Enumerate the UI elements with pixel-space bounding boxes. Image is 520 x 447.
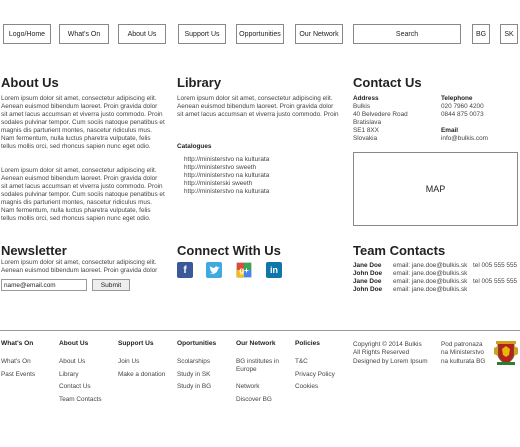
footer-link[interactable]: Study in SK — [177, 371, 211, 378]
catalogues-title: Catalogues — [177, 143, 212, 150]
newsletter-submit-button[interactable]: Submit — [92, 279, 130, 291]
lang-bg-button[interactable]: BG — [472, 24, 490, 44]
footer-link[interactable]: Join Us — [118, 358, 140, 365]
team-title: Team Contacts — [353, 243, 446, 258]
footer-col-title: About Us — [59, 340, 89, 347]
newsletter-email-input[interactable] — [1, 279, 87, 291]
team-row — [353, 270, 473, 277]
catalogue-link[interactable]: http://ministerstvo na kulturata — [184, 172, 270, 179]
address-label: Address — [353, 95, 379, 102]
footer-col-title: Policies — [295, 340, 320, 347]
footer-link[interactable]: Study in BG — [177, 383, 212, 390]
copyright-line: All Rights Reserved — [353, 349, 410, 356]
team-member-name: John Doe — [353, 270, 383, 277]
footer-col-title: Our Network — [236, 340, 276, 347]
footer-link[interactable]: Library — [59, 371, 79, 378]
address-line: SE1 8XX — [353, 127, 379, 134]
telephone-label: Telephone — [441, 95, 473, 102]
catalogue-link[interactable]: http://ministerstvo na kulturata — [184, 188, 270, 195]
team-member-name: John Doe — [353, 286, 383, 293]
footer-link[interactable]: T&C — [295, 358, 308, 365]
team-member-tel: tel 005 555 555 — [473, 278, 518, 285]
address-line: Bratislava — [353, 119, 382, 126]
footer-link[interactable]: What's On — [1, 358, 31, 365]
email-label: Email — [441, 127, 459, 134]
team-member-email[interactable]: email: jane.doe@bulkis.sk — [393, 286, 468, 293]
footer-link[interactable]: BG institutes in Europe — [236, 358, 279, 373]
nav-about-us[interactable]: About Us — [118, 24, 166, 44]
svg-text:g+: g+ — [239, 266, 249, 275]
footer-link[interactable]: About Us — [59, 358, 86, 365]
footer-link[interactable]: Discover BG — [236, 396, 272, 403]
team-member-email[interactable]: email: jane.doe@bulkis.sk — [393, 270, 468, 277]
copyright-line: Copyright © 2014 Bulkis — [353, 341, 422, 348]
patronage-line: Pod patronaza — [441, 341, 483, 348]
team-row — [353, 262, 517, 269]
patronage-line: na kulturata BG — [441, 358, 486, 365]
footer-link[interactable]: Network — [236, 383, 260, 390]
footer-col-title: Oportunities — [177, 340, 217, 347]
footer-link[interactable]: Privacy Policy — [295, 371, 335, 378]
footer-link[interactable]: Make a donation — [118, 371, 166, 378]
contact-title: Contact Us — [353, 75, 422, 90]
library-paragraph: Lorem ipsum dolor sit amet, consectetur adipiscing elit. Aenean euismod bibendum laoreet. Proin gravida dolor sit amet lacus accumsan et viverra justo commodo. Proin — [177, 95, 339, 118]
catalogue-link[interactable]: http://ministerstvo na kulturata — [184, 156, 270, 163]
linkedin-icon[interactable]: in — [266, 262, 282, 278]
lang-sk-button[interactable]: SK — [500, 24, 518, 44]
footer-link[interactable]: Past Events — [1, 371, 36, 378]
team-member-name: Jane Doe — [353, 278, 382, 285]
footer-link[interactable]: Scolarships — [177, 358, 211, 365]
address-line: Slovakia — [353, 135, 378, 142]
map-placeholder[interactable]: MAP — [353, 152, 518, 226]
team-member-tel: tel 005 555 555 — [473, 262, 518, 269]
nav-opportunities[interactable]: Opportunities — [236, 24, 284, 44]
nav-our-network[interactable]: Our Network — [295, 24, 343, 44]
about-paragraph-2: Lorem ipsum dolor sit amet, consectetur adipiscing elit. Aenean euismod bibendum laoreet. Proin gravida dolor sit amet lacus accumsan et viverra justo commodo. Proin sodales pulvinar tempor. Cum sociis natoque penatibus et magnis dis parturient montes, nascetur ridiculus mus. Nam fermentum, nulla luctus pharetra vulputate, felis tellus mollis orci, sed rhoncus sapien nunc eget odio. — [1, 167, 165, 222]
nav-logo-home[interactable]: Logo/Home — [3, 24, 51, 44]
footer-link[interactable]: Team Contacts — [59, 396, 102, 403]
email-value[interactable]: info@bulkis.com — [441, 135, 488, 142]
footer-divider — [0, 330, 520, 331]
twitter-icon[interactable] — [206, 262, 222, 278]
team-member-name: Jane Doe — [353, 262, 382, 269]
about-paragraph-1: Lorem ipsum dolor sit amet, consectetur adipiscing elit. Aenean euismod bibendum laoreet. Proin gravida dolor sit amet lacus accumsan et viverra justo commodo. Proin sodales pulvinar tempor. Cum sociis natoque penatibus et magnis dis parturient montes, nascetur ridiculus mus. Nam fermentum, nulla luctus pharetra vulputate, felis tellus mollis orci, sed rhoncus sapien nunc eget odio. — [1, 95, 165, 150]
footer-link[interactable]: Cookies — [295, 383, 319, 390]
team-row — [353, 286, 473, 293]
footer-col-title: Support Us — [118, 340, 154, 347]
footer-col-title: What's On — [1, 340, 34, 347]
catalogue-link[interactable]: http://ministerstvo sweeth — [184, 164, 257, 171]
address-line: 40 Belvedere Road — [353, 111, 408, 118]
address-line: Bulkis — [353, 103, 371, 110]
newsletter-title: Newsletter — [1, 243, 67, 258]
telephone-number: 0844 875 0073 — [441, 111, 484, 118]
coat-of-arms-icon — [494, 340, 518, 366]
library-title: Library — [177, 75, 222, 90]
nav-whats-on[interactable]: What's On — [59, 24, 109, 44]
nav-support-us[interactable]: Support Us — [178, 24, 226, 44]
patronage-line: na Ministerstvo — [441, 349, 484, 356]
designer-credit: Designed by Lorem Ipsum — [353, 358, 428, 365]
newsletter-text: Lorem ipsum dolor sit amet, consectetur adipiscing elit. Aenean euismod bibendum laoreet. Proin gravida dolor — [1, 259, 158, 274]
catalogue-link[interactable]: http://ministerski sweeth — [184, 180, 253, 187]
search-input[interactable]: Search — [353, 24, 461, 44]
google-plus-icon[interactable] — [236, 262, 252, 278]
connect-title: Connect With Us — [177, 243, 281, 258]
about-title: About Us — [1, 75, 59, 90]
telephone-number: 020 7960 4200 — [441, 103, 484, 110]
team-row — [353, 278, 517, 285]
footer-link[interactable]: Contact Us — [59, 383, 91, 390]
team-member-email[interactable]: email: jane.doe@bulkis.sk — [393, 278, 468, 285]
team-member-email[interactable]: email: jane.doe@bulkis.sk — [393, 262, 468, 269]
facebook-icon[interactable]: f — [177, 262, 193, 278]
